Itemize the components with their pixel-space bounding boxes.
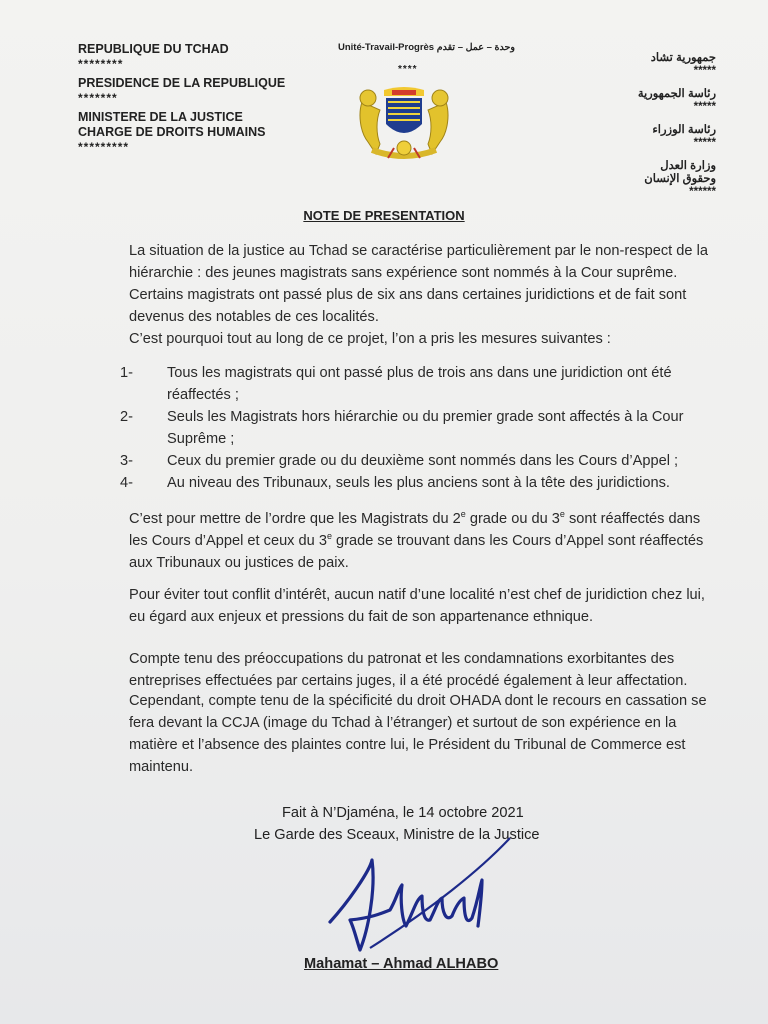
header-prime-minister-arabic: رئاسة الوزراء [652, 124, 716, 136]
list-item-text: Ceux du premier grade ou du deuxième sont nommés dans les Cours d’Appel ; [167, 453, 679, 469]
header-separator: ****** [689, 186, 716, 198]
list-item-text: Seuls les Magistrats hors hiérarchie ou du premier grade sont affectés à la Cour Suprême ; [167, 409, 684, 447]
list-item-number: 1- [120, 365, 133, 381]
intro-paragraph [129, 240, 714, 350]
header-right-arabic [566, 52, 716, 199]
header-separator: ***** [693, 101, 716, 113]
header-left [78, 42, 285, 155]
paragraph-text: grade se trouvant dans les Cours d’Appel sont réaffectés aux Tribunaux ou justices de paix. [129, 533, 704, 571]
list-item-number: 3- [120, 453, 133, 469]
list-item-number: 2- [120, 409, 133, 425]
header-ministry-arabic: وزارة العدل [660, 160, 716, 172]
coat-of-arms-emblem [354, 84, 454, 166]
national-motto: Unité-Travail-Progrès وحدة – عمل – تقدم [338, 42, 515, 53]
list-item [120, 472, 710, 494]
ordinal-suffix: e [559, 509, 565, 520]
ordinal-suffix: e [460, 509, 466, 520]
header-separator: ******** [78, 57, 124, 71]
measures-list [120, 362, 710, 494]
paragraph-text: grade ou du 3 [465, 511, 560, 527]
header-ministry: MINISTERE DE LA JUSTICE [78, 110, 243, 124]
intro-measures-lead: C’est pourquoi tout au long de ce projet, l’on a pris les mesures suivantes : [129, 331, 611, 347]
handwritten-signature [310, 830, 570, 970]
header-separator: ***** [693, 65, 716, 77]
list-item [120, 450, 710, 472]
grade-reassignment-paragraph [129, 508, 714, 574]
employers-concern-paragraph: Compte tenu des préoccupations du patronat et les condamnations exorbitantes des entreprises effectuées par certains juges, il a été procédé également à leur affectation. [129, 651, 688, 689]
header-ministry-charge-arabic: وحقوق الإنسان [644, 173, 716, 185]
list-item [120, 406, 710, 450]
list-item [120, 362, 710, 406]
document-title: NOTE DE PRESENTATION [303, 208, 465, 223]
list-item-text: Tous les magistrats qui ont passé plus de trois ans dans une juridiction ont été réaffectés ; [167, 365, 672, 403]
ohada-paragraph: Cependant, compte tenu de la spécificité du droit OHADA dont le recours en cassation se fera devant la CCJA (image du Tchad à l’étranger) et surtout de son expérience en la matière et l’absence des plaintes contre lui, le Président du Tribunal de Commerce est maintenu. [129, 693, 707, 775]
header-presidency-arabic: رئاسة الجمهورية [637, 88, 716, 100]
header-country-arabic: جمهورية تشاد [650, 52, 716, 64]
signatory-role: Le Garde des Sceaux, Ministre de la Justice [254, 827, 540, 843]
header-country: REPUBLIQUE DU TCHAD [78, 42, 229, 56]
list-item-number: 4- [120, 475, 133, 491]
list-item-text: Au niveau des Tribunaux, seuls les plus anciens sont à la tête des juridictions. [167, 475, 670, 491]
conflict-of-interest-paragraph: Pour éviter tout conflit d’intérêt, aucun natif d’une localité n’est chef de juridiction chez lui, eu égard aux enjeux et pressions du fait de son appartenance ethnique. [129, 587, 705, 625]
header-separator: ***** [693, 137, 716, 149]
header-separator: ********* [78, 140, 130, 154]
ordinal-suffix: e [326, 531, 332, 542]
header-presidency: PRESIDENCE DE LA REPUBLIQUE [78, 76, 286, 90]
place-and-date: Fait à N’Djaména, le 14 octobre 2021 [282, 805, 524, 821]
header-separator: ******* [78, 91, 118, 105]
paragraph-text: C’est pour mettre de l’ordre que les Magistrats du 2 [129, 511, 461, 527]
intro-text: La situation de la justice au Tchad se caractérise particulièrement par le non-respect de la hiérarchie : des jeunes magistrats sans expérience sont nommés à la Cour suprême. Certains magistrats ont passé plus de six ans dans certaines juridictions et de fait sont devenus des notables de ces localités. [129, 243, 708, 325]
paragraph-text: sont réaffectés dans les Cours d’Appel et ceux du 3 [129, 511, 701, 549]
signatory-name: Mahamat – Ahmad ALHABO [304, 956, 499, 972]
motto-separator: **** [398, 64, 418, 75]
header-ministry-charge: CHARGE DE DROITS HUMAINS [78, 125, 266, 139]
